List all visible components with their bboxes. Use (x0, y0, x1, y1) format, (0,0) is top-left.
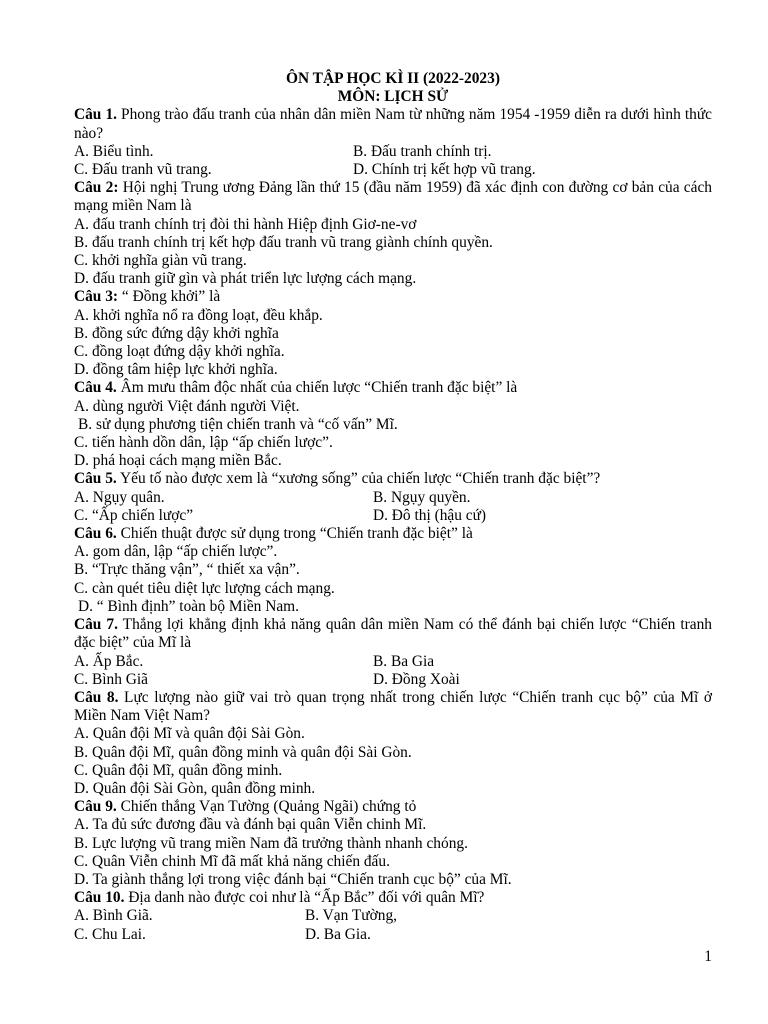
option: D. “ Bình định” toàn bộ Miền Nam. (78, 597, 299, 615)
option: A. đấu tranh chính trị đòi thi hành Hiệp định Giơ-ne-vơ (74, 215, 417, 233)
option-row (74, 653, 712, 671)
option: B. sử dụng phương tiện chiến tranh và “cố vấn” Mĩ. (78, 415, 398, 433)
question-label: Câu 4. (74, 379, 117, 397)
question-6 (74, 525, 712, 543)
question-label: Câu 9. (74, 798, 117, 816)
option: C. Quân đội Mĩ, quân đồng minh. (74, 761, 283, 779)
option: D. Ta giành thắng lợi trong việc đánh bại “Chiến tranh cục bộ” của Mĩ. (74, 870, 512, 888)
option: A. Quân đội Mĩ và quân đội Sài Gòn. (74, 725, 305, 743)
option: C. Bình Giã (74, 670, 148, 688)
question-label: Câu 6. (74, 525, 117, 543)
option: D. Đô thị (hậu cứ) (373, 506, 487, 524)
option: A. khởi nghĩa nổ ra đồng loạt, đều khắp. (74, 306, 323, 324)
option: C. càn quét tiêu diệt lực lượng cách mạng. (74, 579, 335, 597)
question-text: “ Đồng khởi” là (118, 288, 221, 306)
question-text: Yếu tố nào được xem là “xương sống” của chiến lược “Chiến tranh đặc biệt”? (116, 470, 601, 488)
question-text: Phong trào đấu tranh của nhân dân miền Nam từ những năm 1954 -1959 diễn ra dưới hình thức nào? (74, 106, 712, 142)
option: A. gom dân, lập “ấp chiến lược”. (74, 543, 278, 561)
question-9 (74, 798, 712, 816)
option: C. khởi nghĩa giàn vũ trang. (74, 252, 247, 270)
question-1 (74, 106, 712, 142)
question-label: Câu 5. (74, 470, 117, 488)
question-5 (74, 470, 712, 488)
question-7 (74, 616, 712, 652)
question-3 (74, 288, 712, 306)
question-text: Âm mưu thâm độc nhất của chiến lược “Chiến tranh đặc biệt” là (116, 379, 518, 397)
question-label: Câu 3: (74, 288, 119, 306)
option: B. Quân đội Mĩ, quân đồng minh và quân đội Sài Gòn. (74, 743, 412, 761)
option-row (74, 671, 712, 689)
option: C. tiến hành dồn dân, lập “ấp chiến lược”. (74, 434, 333, 452)
option-row (74, 161, 712, 179)
option: A. Ấp Bắc. (74, 652, 144, 670)
option: B. Vạn Tường, (305, 907, 398, 925)
option: C. Đấu tranh vũ trang. (74, 161, 212, 179)
question-text: Lực lượng nào giữ vai trò quan trọng nhất trong chiến lược “Chiến tranh cục bộ” của Mĩ ở Miền Nam Việt Nam? (74, 688, 712, 725)
option-row (74, 489, 712, 507)
option: C. “Ấp chiến lược” (74, 506, 194, 524)
page-title: ÔN TẬP HỌC KÌ II (2022-2023) (286, 70, 500, 87)
option: A. Ta đủ sức đương đầu và đánh bại quân Viễn chinh Mĩ. (74, 816, 427, 834)
option: C. đồng loạt đứng dậy khởi nghĩa. (74, 343, 285, 361)
question-text: Thắng lợi khẳng định khả năng quân dân miền Nam có thể đánh bại chiến lược “Chiến tranh đặc biệt” của Mĩ là (74, 616, 712, 652)
question-2 (74, 179, 712, 215)
question-10 (74, 889, 712, 907)
option: B. Lực lượng vũ trang miền Nam đã trưởng thành nhanh chóng. (74, 834, 468, 852)
question-label: Câu 2: (74, 179, 119, 197)
option: D. Chính trị kết hợp vũ trang. (353, 161, 536, 179)
option: C. Quân Viễn chinh Mĩ đã mất khả năng chiến đấu. (74, 852, 390, 870)
question-8 (74, 689, 712, 725)
question-text: Chiến thuật được sử dụng trong “Chiến tranh đặc biệt” là (116, 525, 473, 543)
question-label: Câu 8. (74, 688, 119, 706)
option: A. Ngụy quân. (74, 488, 165, 506)
question-4 (74, 379, 712, 397)
subject-title: MÔN: LỊCH SỬ (337, 88, 449, 106)
question-label: Câu 1. (74, 106, 117, 124)
option-row (74, 507, 712, 525)
option: D. phá hoại cách mạng miền Bắc. (74, 452, 282, 470)
option: B. Ba Gia (373, 652, 435, 670)
option: A. Bình Giã. (74, 907, 153, 925)
option: D. đồng tâm hiệp lực khởi nghĩa. (74, 361, 278, 379)
option: A. dùng người Việt đánh người Việt. (74, 397, 300, 415)
page-number: 1 (704, 948, 712, 965)
question-text: Hội nghị Trung ương Đảng lần thứ 15 (đầu năm 1959) đã xác định con đường cơ bản của cách mạng miền Nam là (74, 179, 712, 215)
option: A. Biểu tình. (74, 142, 154, 160)
option: D. Quân đội Sài Gòn, quân đồng minh. (74, 779, 316, 797)
option: D. Ba Gia. (305, 925, 371, 943)
question-text: Chiến thắng Vạn Tường (Quảng Ngãi) chứng tỏ (116, 798, 417, 816)
option-row (74, 926, 712, 944)
option-row (74, 907, 712, 925)
option: B. Đấu tranh chính trị. (353, 142, 492, 160)
option: B. đấu tranh chính trị kết hợp đấu tranh vũ trang giành chính quyền. (74, 233, 493, 251)
option: D. đấu tranh giữ gìn và phát triển lực lượng cách mạng. (74, 270, 417, 288)
option: B. “Trực thăng vận”, “ thiết xa vận”. (74, 561, 300, 579)
option: B. Ngụy quyền. (373, 488, 471, 506)
question-text: Địa danh nào được coi như là “Ấp Bắc” đối với quân Mĩ? (124, 889, 485, 907)
option: C. Chu Lai. (74, 925, 146, 943)
option-row (74, 143, 712, 161)
option: B. đồng sức đứng dậy khởi nghĩa (74, 324, 279, 342)
option: D. Đồng Xoài (373, 670, 460, 688)
question-label: Câu 10. (74, 889, 125, 907)
question-label: Câu 7. (74, 616, 118, 634)
